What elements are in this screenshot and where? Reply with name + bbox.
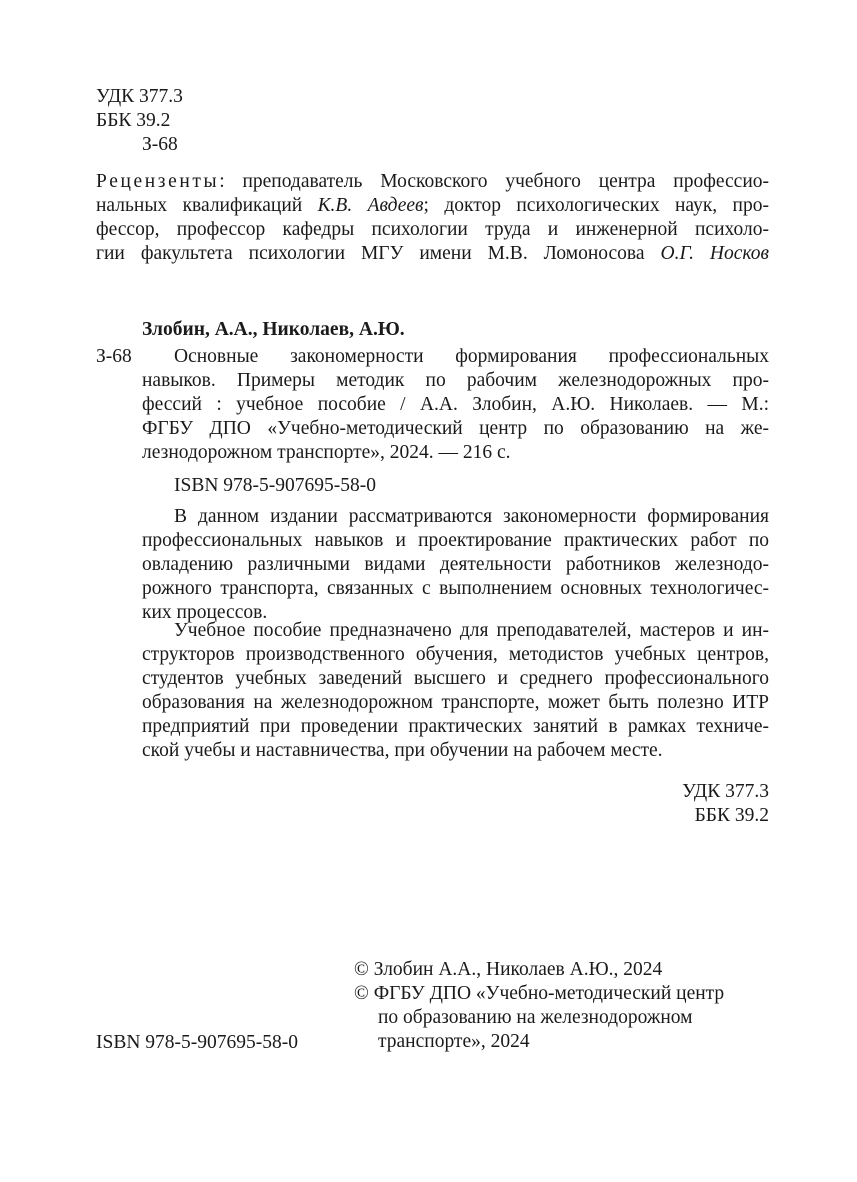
record-mark: З-68 [96,346,132,367]
copyright-line: © Злобин А.А., Николаев А.Ю., 2024 [354,959,663,980]
abstract-line: рожного транспорта, связанных с выполнением основных технологичес- [142,578,769,599]
record-line: ФГБУ ДПО «Учебно-методический центр по образованию на же- [142,418,769,439]
record-line: лезнодорожном транспорте», 2024. — 216 с. [142,442,511,463]
reviewers-line-1: Рецензенты: преподаватель Московского учебного центра профессио- [96,171,769,192]
record-isbn: ISBN 978-5-907695-58-0 [174,475,377,496]
record-line: Основные закономерности формирования профессиональных [174,346,769,367]
copyright-line: по образованию на железнодорожном [378,1007,693,1028]
abstract-line: предприятий при проведении практических занятий в рамках техниче- [142,716,769,737]
copyright-line: транспорте», 2024 [378,1031,530,1052]
isbn-bottom: ISBN 978-5-907695-58-0 [96,1032,299,1053]
abstract-line: В данном издании рассматриваются закономерности формирования [174,506,769,527]
abstract-line: ких процессов. [142,602,268,623]
reviewer-name-2: О.Г. Носков [660,243,769,264]
abstract-line: образования на железнодорожном транспорте, может быть полезно ИТР [142,692,769,713]
record-line: фессий : учебное пособие / А.А. Злобин, А.Ю. Николаев. — М.: [142,394,769,415]
udk-code-bottom: УДК 377.3 [682,781,769,802]
author-mark: З-68 [142,134,178,155]
bbk-code-bottom: ББК 39.2 [694,805,769,826]
reviewer-name-1: К.В. Авдеев [317,195,424,216]
bbk-code: ББК 39.2 [96,110,171,131]
abstract-line: ской учебы и наставничества, при обучении на рабочем месте. [142,740,663,761]
reviewers-label: Рецензенты [96,171,220,192]
reviewers-line-4: гии факультета психологии МГУ имени М.В. Ломоносова О.Г. Носков [96,243,769,264]
abstract-line: студентов учебных заведений высшего и среднего профессионального [142,668,769,689]
abstract-line: Учебное пособие предназначено для преподавателей, мастеров и ин- [174,620,769,641]
reviewers-line-3: фессор, профессор кафедры психологии труда и инженерной психоло- [96,219,769,240]
reviewers-line-2: нальных квалификаций К.В. Авдеев; доктор психологических наук, про- [96,195,769,216]
udk-code: УДК 377.3 [96,86,183,107]
abstract-line: профессиональных навыков и проектирование практических работ по [142,530,769,551]
record-line: навыков. Примеры методик по рабочим железнодорожных про- [142,370,769,391]
abstract-line: структоров производственного обучения, методистов учебных центров, [142,644,769,665]
record-authors: Злобин, А.А., Николаев, А.Ю. [142,319,405,340]
abstract-line: овладению различными видами деятельности работников железнодо- [142,554,769,575]
copyright-line: © ФГБУ ДПО «Учебно-методический центр [354,983,725,1004]
